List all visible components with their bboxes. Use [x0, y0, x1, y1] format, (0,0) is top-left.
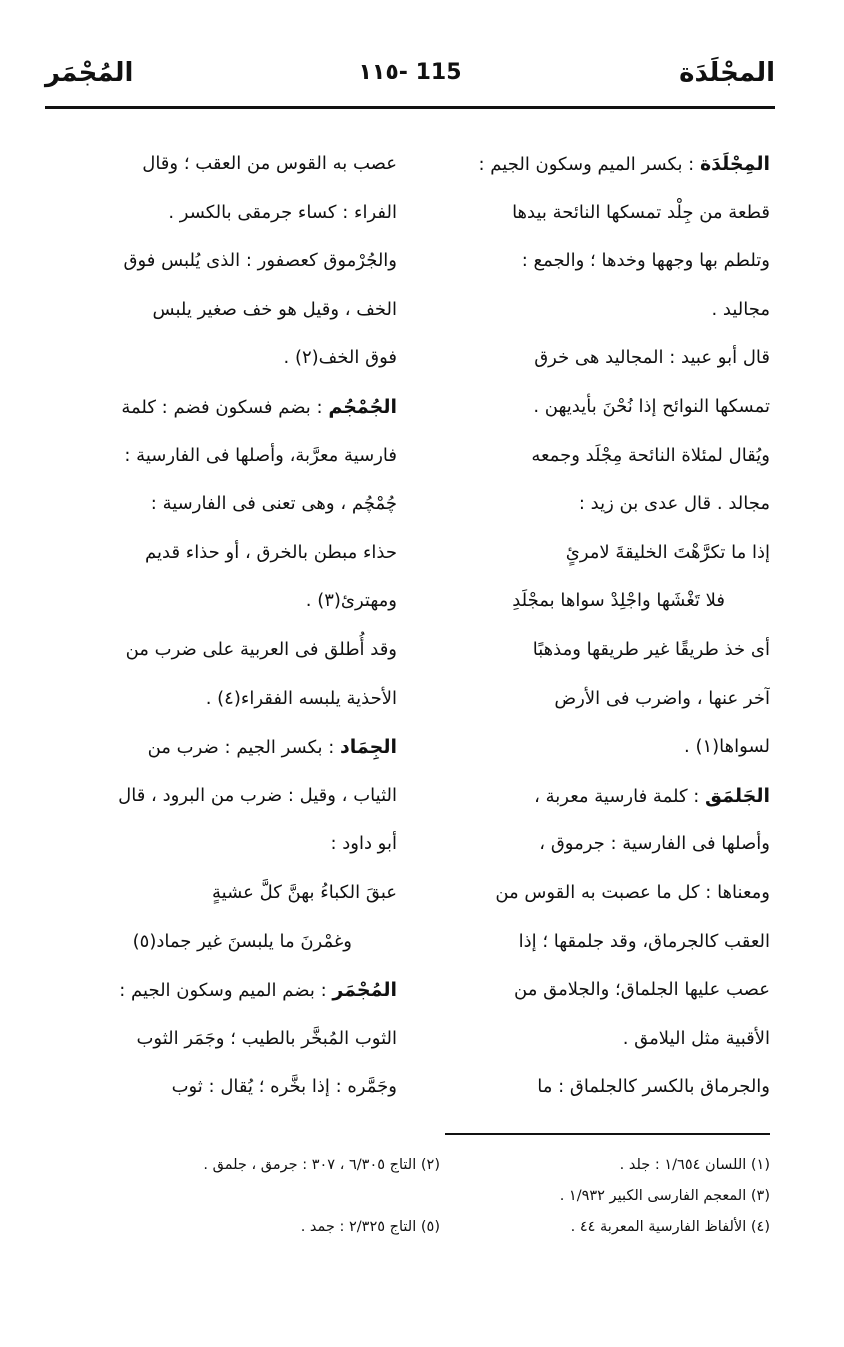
footnote: (٢) التاج ٦/٣٠٥ ، ٣٠٧ : جرمق ، جلمق . — [203, 1157, 440, 1173]
text-line — [425, 286, 770, 335]
text-line — [425, 820, 770, 869]
line-text: فارسية معرَّبة، وأصلها فى الفارسية : — [124, 444, 397, 466]
line-text: أبو داود : — [330, 833, 397, 855]
line-text: چُمْچُم ، وهى تعنى فى الفارسية : — [150, 493, 397, 515]
text-line — [425, 334, 770, 383]
text-line — [52, 140, 397, 189]
line-text: عصب عليها الجلماق؛ والجلامق من — [514, 979, 770, 1001]
footnote-row — [70, 1150, 770, 1181]
line-text: مجالد . قال عدى بن زيد : — [578, 493, 770, 515]
text-line — [425, 675, 770, 724]
line-text: وجَمَّره : إذا بخَّره ؛ يُقال : ثوب — [171, 1076, 397, 1098]
text-line — [425, 772, 770, 821]
text-line — [52, 723, 397, 772]
line-text: : كلمة فارسية معربة ، — [534, 785, 706, 807]
footnote-rule — [445, 1133, 770, 1135]
text-line — [425, 869, 770, 918]
text-line — [425, 140, 770, 189]
line-text: وغمْرنَ ما يلبسنَ غير جماد(٥) — [132, 930, 352, 952]
line-text: : بضم فسكون فضم : كلمة — [121, 396, 329, 418]
headword: المُجْمَر — [332, 979, 397, 1002]
line-text: قال أبو عبيد : المجاليد هى خرق — [534, 347, 770, 369]
text-line — [425, 626, 770, 675]
text-line — [52, 869, 397, 918]
text-line — [52, 432, 397, 481]
line-text: والجُرْموق كعصفور : الذى يُلبس فوق — [123, 250, 397, 272]
footnotes — [70, 1150, 770, 1243]
text-line — [52, 1015, 397, 1064]
text-line — [52, 237, 397, 286]
text-line — [425, 237, 770, 286]
headword: المِجْلَدَة — [699, 153, 770, 175]
line-text: : بضم الميم وسكون الجيم : — [119, 980, 333, 1002]
line-text: ومعناها : كل ما عصبت به القوس من — [495, 881, 770, 903]
text-line — [52, 383, 397, 432]
text-line — [52, 772, 397, 821]
line-text: عصب به القوس من العقب ؛ وقال — [142, 153, 397, 174]
line-text: مجاليد . — [711, 298, 770, 320]
page-header — [45, 58, 775, 102]
right-column — [425, 140, 770, 1112]
text-line — [52, 334, 397, 383]
line-text: حذاء مبطن بالخرق ، أو حذاء قديم — [145, 541, 397, 563]
text-line — [425, 432, 770, 481]
text-line — [425, 723, 770, 772]
line-text: وأصلها فى الفارسية : جرموق ، — [539, 833, 770, 855]
line-text: وتلطم بها وجهها وخدها ؛ والجمع : — [521, 250, 770, 272]
page-number: 115 -١١٥ — [358, 60, 462, 85]
text-line — [52, 529, 397, 578]
line-text: قطعة من جِلْد تمسكها النائحة بيدها — [512, 201, 770, 223]
line-text: أى خذ طريقًا غير طريقها ومذهبًا — [532, 638, 770, 660]
footnote: (٣) المعجم الفارسى الكبير ١/٩٣٢ . — [559, 1188, 770, 1204]
footnote-row — [70, 1212, 770, 1243]
line-text: الثوب المُبخَّر بالطيب ؛ وجَمَر الثوب — [136, 1027, 397, 1049]
text-line — [425, 1063, 770, 1112]
text-line — [425, 966, 770, 1015]
text-line — [52, 820, 397, 869]
line-text: إذا ما تكرَّهْتَ الخليقةَ لامرئٍ — [565, 541, 770, 563]
footnote-row — [70, 1181, 770, 1212]
text-line — [52, 918, 397, 967]
line-text: الفراء : كساء جرمقى بالكسر . — [168, 201, 397, 223]
line-text: فلا تَغْشَها واجْلِدْ سواها بمجْلَدِ — [512, 590, 725, 612]
line-text: وقد أُطلق فى العربية على ضرب من — [125, 638, 397, 660]
text-line — [52, 286, 397, 335]
text-line — [425, 529, 770, 578]
text-line — [52, 577, 397, 626]
line-text: فوق الخف(٢) . — [283, 347, 397, 369]
line-text: الثياب ، وقيل : ضرب من البرود ، قال — [118, 784, 397, 806]
text-line — [425, 577, 770, 626]
footnote: (١) اللسان ١/٦٥٤ : جلد . — [619, 1157, 770, 1173]
text-line — [52, 675, 397, 724]
text-line — [425, 1015, 770, 1064]
text-line — [52, 189, 397, 238]
line-text: لسواها(١) . — [684, 736, 770, 758]
text-line — [425, 383, 770, 432]
line-text: عبقَ الكباءُ بهنَّ كلَّ عشيةٍ — [212, 881, 397, 903]
text-line — [425, 918, 770, 967]
footnote: (٥) التاج ٢/٣٢٥ : جمد . — [300, 1219, 440, 1235]
line-text: تمسكها النوائح إذا نُحْنَ بأيديهن . — [533, 395, 770, 417]
line-text: : بكسر الميم وسكون الجيم : — [478, 154, 700, 175]
left-column — [52, 140, 397, 1112]
text-line — [425, 480, 770, 529]
header-rule — [45, 106, 775, 109]
line-text: الأحذية يلبسه الفقراء(٤) . — [205, 687, 397, 709]
line-text: الأقبية مثل اليلامق . — [622, 1027, 770, 1049]
text-line — [52, 1063, 397, 1112]
line-text: ومهترئ(٣) . — [305, 590, 397, 612]
line-text: ويُقال لمئلاة النائحة مِجْلَد وجمعه — [531, 444, 770, 466]
text-line — [52, 480, 397, 529]
line-text: آخر عنها ، واضرب فى الأرض — [554, 687, 770, 709]
footnote: (٤) الألفاظ الفارسية المعربة ٤٤ . — [570, 1219, 770, 1235]
line-text: والجرماق بالكسر كالجلماق : ما — [537, 1076, 770, 1098]
headword: الجَلمَق — [705, 784, 770, 807]
text-line — [52, 626, 397, 675]
line-text: العقب كالجرماق، وقد جلمقها ؛ إذا — [518, 930, 770, 952]
headword: الجِمَاد — [340, 736, 397, 759]
running-head-right: المجْلَدَة — [679, 58, 775, 88]
text-line — [425, 189, 770, 238]
line-text: الخف ، وقيل هو خف صغير يلبس — [152, 298, 397, 320]
running-head-left: المُجْمَر — [45, 58, 134, 88]
line-text: : بكسر الجيم : ضرب من — [147, 737, 341, 759]
text-line — [52, 966, 397, 1015]
headword: الجُمْجُم — [328, 395, 397, 418]
